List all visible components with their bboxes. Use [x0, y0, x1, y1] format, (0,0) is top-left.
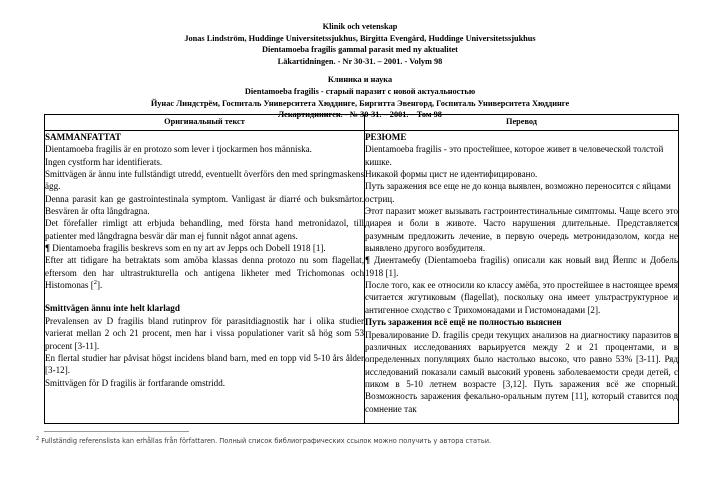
translation-body-para-1 [365, 254, 678, 279]
original-body-para-1 [45, 242, 364, 254]
original-section-heading: Smittvägen ännu inte helt klarlagd [45, 303, 180, 314]
header-swedish-line-2: Jonas Lindström, Huddinge Universitetssjukhus, Birgitta Evengård, Huddinge Universitetssjukhus [184, 33, 536, 43]
original-summary-para-4: Denna parasit kan ge gastrointestinala symptom. Vanligast är diarré och buksmärtor. Besvären är ofta långdragna. [45, 193, 364, 217]
translation-body-para-1-text: Диентамебу (Dientamoeba fragilis) описали как новый вид Йеппс и Добель 1918 [1]. [365, 255, 678, 278]
translation-summary-para-3: Путь заражения все еще не до конца выявлен, возможно переносится с яйцами остриц. [365, 181, 671, 204]
header-swedish [0, 21, 720, 67]
footnote [36, 437, 696, 446]
translation-body-para-2: После того, как ее относили ко классу амёба, это простейшее в настоящее время считается жгутиковым (flagellat), поскольку она имеет ультраструктурное и антигенное сходство с Трихомонадами и Гистомонадами [2]. [365, 280, 678, 315]
header-russian-line-3: Йунас Линдстрём, Госпиталь Университета Хюддинге, Биргитта Эвенгорд, Госпиталь Университета Хюддинге [150, 98, 570, 108]
header-russian-line-1: Клиника и наука [327, 75, 393, 85]
header-swedish-line-1: Klinik och vetenskap [322, 22, 398, 31]
table-header-row [45, 115, 679, 131]
header-swedish-line-4: Läkartidningen. - Nr 30-31. – 2001. - Volym 98 [277, 56, 443, 66]
translation-summary-heading: РЕЗЮМЕ [365, 132, 407, 142]
original-section-para-3: Smittvägen för D fragilis är fortfarande omstridd. [45, 377, 226, 388]
column-header-translation: Перевод [365, 115, 679, 131]
paragraph-spacer [45, 291, 364, 302]
original-summary-para-3: Smittvägen är ännu inte fullständigt utredd, eventuellt överförs den med springmaskens ägg. [45, 169, 364, 192]
header-swedish-line-3: Dientamoeba fragilis gammal parasit med ny aktualitet [262, 45, 458, 55]
paragraph-marker-icon: ¶ [45, 243, 50, 254]
header-russian-line-2: Dientamoeba fragilis - старый паразит с новой актуальностью [244, 86, 476, 96]
original-section-para-1: Prevalensen av D fragilis bland rutinprov för parasitdiagnostik har i olika studier varierat mellan 2 och 21 procent, men har i vissa populationer varit så hög som 53 procent [3-11]. [45, 315, 364, 351]
translation-section-para-1: Превалирование D. fragilis среди текущих анализов на диагностику паразитов в различных исследованиях варьируется между 2 и 21 процентами, и в определенных популяциях было настолько высоко, что равно 53% [3-11]. Ряд исследований показали самый высокий уровень заболеваемости среди детей, с пиком в 5-10 летнем возрасте [3,12]. Путь заражения всё же спорный. Возможность заражения фекально-оральным путем [11], который ставится под сомнение так [365, 329, 678, 414]
original-body-para-2-text: Efter att tidigare ha betraktats som amöba klassas denna protozo nu som flagellat, eftersom den har ultrastrukturella och antigena likheter med Trichomonas och Histomonas [$^2$]. [45, 255, 364, 291]
original-body-para-1-text: Dientamoeba fragilis beskrevs som en ny art av Jepps och Dobell 1918 [1]. [52, 243, 326, 254]
table-body-row [45, 131, 679, 424]
translation-section-heading: Путь заражения всё ещё не полностью выяснен [365, 317, 562, 328]
original-summary-para-1: Dientamoeba fragilis är en protozo som lever i tjockarmen hos människa. [45, 144, 312, 155]
footnote-text: Fullständig referenslista kan erhållas från författaren. Полный список библиографических ссылок можно получить у автора статьи. [41, 437, 492, 445]
translation-summary-para-1: Dientamoeba fragilis - это простейшее, которое живет в человеческой толстой кишке. [365, 144, 664, 167]
translation-table-wrapper [44, 114, 676, 424]
cell-translation-text [365, 131, 679, 424]
footnote-ref-2[interactable]: 2 [93, 279, 97, 287]
column-header-original: Оригинальный текст [45, 115, 365, 131]
paragraph-marker-icon: ¶ [365, 255, 370, 266]
footnote-marker: 2 [36, 435, 40, 442]
original-summary-para-2: Ingen cystform har identifierats. [45, 156, 163, 167]
original-body-para-2 [45, 254, 364, 291]
translation-summary-para-2: Никакой формы цист не идентифицировано. [365, 169, 538, 180]
header-russian-line-4: Лекартиднинген. - № 30-31. – 2001. – Том 98 [278, 110, 442, 120]
original-section-para-2: En flertal studier har påvisat högst incidens bland barn, med en topp vid 5-10 års ålder [3-12]. [45, 352, 364, 376]
footnote-separator [44, 431, 189, 432]
translation-table [44, 114, 679, 424]
original-summary-para-5: Det förefaller rimligt att erbjuda behandling, med första hand metronidazol, till patienter med långdragna besvär där man ej funnit något annat agens. [45, 218, 364, 241]
original-summary-heading: SAMMANFATTAT [45, 132, 122, 142]
cell-original-text [45, 131, 365, 424]
translation-summary-para-4: Этот паразит может вызывать гастроинтестинальные симптомы. Чаще всего это диарея и боли в животе. Часто нарушения длительные. Представляется разумным предложить лечение, в первую очередь метронидазолом, когда не выявлено другого возбудителя. [365, 206, 678, 254]
